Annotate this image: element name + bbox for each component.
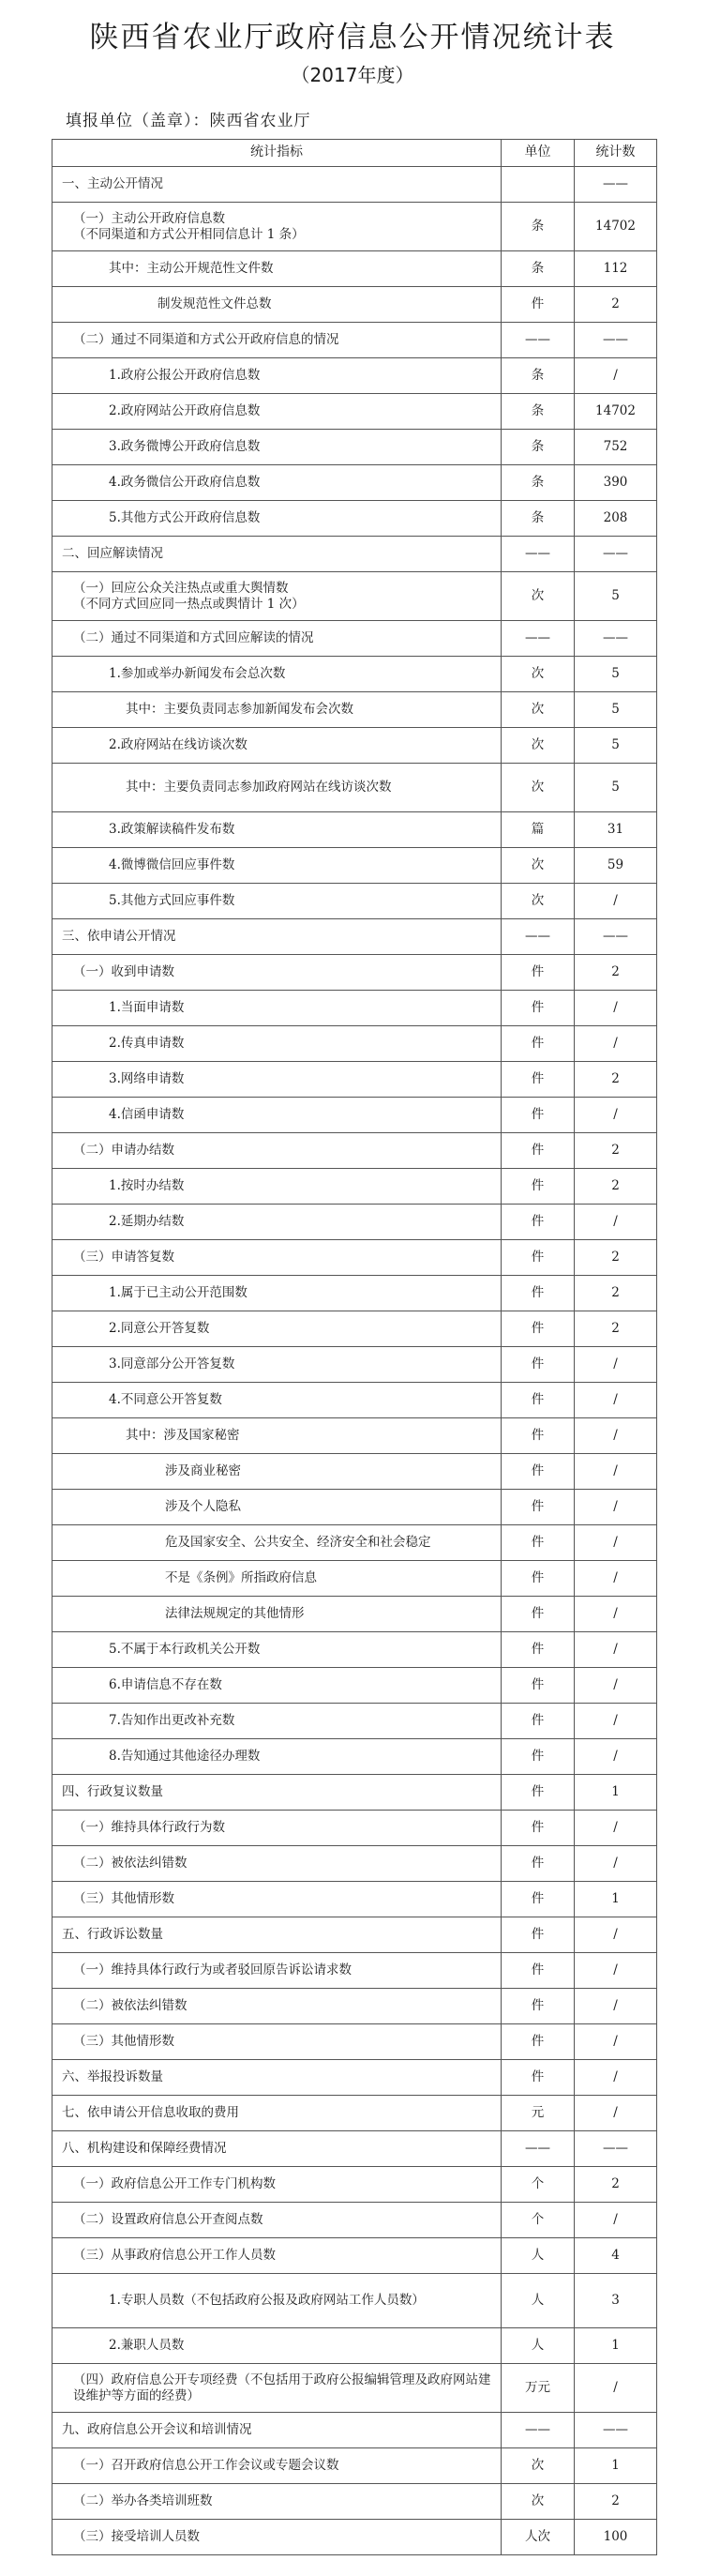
statistics-table bbox=[52, 139, 657, 2555]
value-cell: —— bbox=[575, 2413, 657, 2448]
unit-cell: 条 bbox=[502, 251, 575, 287]
indicator-cell: 法律法规规定的其他情形 bbox=[52, 1597, 502, 1632]
unit-cell: 件 bbox=[502, 1882, 575, 1917]
value-cell: / bbox=[575, 1846, 657, 1882]
value-cell: / bbox=[575, 1917, 657, 1953]
indicator-cell: 2.传真申请数 bbox=[52, 1026, 502, 1062]
table-row bbox=[52, 1311, 657, 1347]
table-row bbox=[52, 1953, 657, 1989]
indicator-cell: 涉及商业秘密 bbox=[52, 1454, 502, 1490]
unit-cell: 人 bbox=[502, 2238, 575, 2274]
table-row bbox=[52, 1989, 657, 2024]
unit-cell: 件 bbox=[502, 1632, 575, 1668]
unit-cell: 篇 bbox=[502, 812, 575, 848]
value-cell: 5 bbox=[575, 657, 657, 692]
table-row bbox=[52, 572, 657, 621]
table-row bbox=[52, 1882, 657, 1917]
indicator-cell: 制发规范性文件总数 bbox=[52, 287, 502, 323]
table-row bbox=[52, 2060, 657, 2096]
value-cell: 2 bbox=[575, 955, 657, 991]
unit-cell: —— bbox=[502, 621, 575, 657]
header-unit: 单位 bbox=[502, 140, 575, 167]
indicator-cell: 8.告知通过其他途径办理数 bbox=[52, 1739, 502, 1775]
indicator-cell: 7.告知作出更改补充数 bbox=[52, 1704, 502, 1739]
unit-cell: 条 bbox=[502, 203, 575, 251]
unit-cell: 条 bbox=[502, 465, 575, 501]
table-header-row bbox=[52, 140, 657, 167]
unit-cell: 件 bbox=[502, 1989, 575, 2024]
table-row bbox=[52, 1632, 657, 1668]
table-row bbox=[52, 657, 657, 692]
indicator-cell: 七、依申请公开信息收取的费用 bbox=[52, 2096, 502, 2131]
unit-cell: 件 bbox=[502, 1454, 575, 1490]
value-cell: 5 bbox=[575, 692, 657, 728]
unit-cell: 万元 bbox=[502, 2364, 575, 2413]
indicator-cell: （一）召开政府信息公开工作会议或专题会议数 bbox=[52, 2448, 502, 2484]
filler-unit: 填报单位（盖章）：陕西省农业厅 bbox=[66, 112, 311, 130]
indicator-cell: 4.不同意公开答复数 bbox=[52, 1383, 502, 1418]
unit-cell: 人 bbox=[502, 2328, 575, 2364]
value-cell: 2 bbox=[575, 1276, 657, 1311]
table-row bbox=[52, 2484, 657, 2520]
indicator-cell: 3.网络申请数 bbox=[52, 1062, 502, 1098]
unit-cell: 次 bbox=[502, 692, 575, 728]
table-row bbox=[52, 955, 657, 991]
indicator-cell: （一）回应公众关注热点或重大舆情数 （不同方式回应同一热点或舆情计 1 次） bbox=[52, 572, 502, 621]
indicator-cell: 其中：主动公开规范性文件数 bbox=[52, 251, 502, 287]
indicator-cell: 2.兼职人员数 bbox=[52, 2328, 502, 2364]
value-cell: 1 bbox=[575, 1775, 657, 1811]
value-cell: —— bbox=[575, 2131, 657, 2167]
indicator-cell: 2.同意公开答复数 bbox=[52, 1311, 502, 1347]
header-indicator: 统计指标 bbox=[52, 140, 502, 167]
table-row bbox=[52, 323, 657, 358]
indicator-cell: 1.属于已主动公开范围数 bbox=[52, 1276, 502, 1311]
unit-cell: 件 bbox=[502, 1240, 575, 1276]
unit-cell: 件 bbox=[502, 1704, 575, 1739]
indicator-cell: 八、机构建设和保障经费情况 bbox=[52, 2131, 502, 2167]
table-row bbox=[52, 501, 657, 537]
unit-cell: 件 bbox=[502, 1525, 575, 1561]
table-row bbox=[52, 1026, 657, 1062]
indicator-cell: 1.参加或举办新闻发布会总次数 bbox=[52, 657, 502, 692]
value-cell: / bbox=[575, 1490, 657, 1525]
unit-cell: 件 bbox=[502, 1775, 575, 1811]
indicator-cell: 三、依申请公开情况 bbox=[52, 919, 502, 955]
value-cell: / bbox=[575, 1418, 657, 1454]
indicator-cell: 4.政务微信公开政府信息数 bbox=[52, 465, 502, 501]
value-cell: —— bbox=[575, 323, 657, 358]
table-row bbox=[52, 430, 657, 465]
unit-cell: 件 bbox=[502, 1276, 575, 1311]
unit-cell: 件 bbox=[502, 1597, 575, 1632]
table-row bbox=[52, 1454, 657, 1490]
unit-cell: 件 bbox=[502, 1811, 575, 1846]
table-row bbox=[52, 1490, 657, 1525]
indicator-cell: 1.当面申请数 bbox=[52, 991, 502, 1026]
indicator-cell: （三）申请答复数 bbox=[52, 1240, 502, 1276]
value-cell: 2 bbox=[575, 1133, 657, 1169]
indicator-cell: 四、行政复议数量 bbox=[52, 1775, 502, 1811]
unit-cell: 件 bbox=[502, 1062, 575, 1098]
table-row bbox=[52, 287, 657, 323]
table-row bbox=[52, 537, 657, 572]
unit-cell: 件 bbox=[502, 1133, 575, 1169]
table-row bbox=[52, 692, 657, 728]
table-row bbox=[52, 251, 657, 287]
indicator-cell: 1.政府公报公开政府信息数 bbox=[52, 358, 502, 394]
unit-cell: 人 bbox=[502, 2274, 575, 2328]
table-row bbox=[52, 848, 657, 884]
unit-cell: 个 bbox=[502, 2203, 575, 2238]
unit-cell: —— bbox=[502, 537, 575, 572]
unit-cell: 条 bbox=[502, 430, 575, 465]
value-cell: / bbox=[575, 358, 657, 394]
value-cell: —— bbox=[575, 537, 657, 572]
unit-cell: 件 bbox=[502, 1953, 575, 1989]
indicator-cell: （三）接受培训人员数 bbox=[52, 2520, 502, 2555]
value-cell: / bbox=[575, 2060, 657, 2096]
unit-cell: 件 bbox=[502, 955, 575, 991]
value-cell: 2 bbox=[575, 1240, 657, 1276]
unit-cell: 件 bbox=[502, 1098, 575, 1133]
value-cell: 14702 bbox=[575, 203, 657, 251]
unit-cell bbox=[502, 167, 575, 203]
unit-cell: —— bbox=[502, 919, 575, 955]
value-cell: 2 bbox=[575, 2484, 657, 2520]
value-cell: 2 bbox=[575, 2167, 657, 2203]
indicator-cell: 5.不属于本行政机关公开数 bbox=[52, 1632, 502, 1668]
table-row bbox=[52, 2413, 657, 2448]
unit-cell: 次 bbox=[502, 572, 575, 621]
header-value: 统计数 bbox=[575, 140, 657, 167]
value-cell: 5 bbox=[575, 728, 657, 764]
value-cell: 5 bbox=[575, 764, 657, 812]
indicator-cell: 3.政务微博公开政府信息数 bbox=[52, 430, 502, 465]
value-cell: 2 bbox=[575, 1169, 657, 1205]
value-cell: / bbox=[575, 1026, 657, 1062]
table-row bbox=[52, 203, 657, 251]
indicator-cell: （一）主动公开政府信息数 （不同渠道和方式公开相同信息计 1 条） bbox=[52, 203, 502, 251]
value-cell: / bbox=[575, 884, 657, 919]
unit-cell: 件 bbox=[502, 2060, 575, 2096]
unit-cell: —— bbox=[502, 323, 575, 358]
indicator-cell: 6.申请信息不存在数 bbox=[52, 1668, 502, 1704]
indicator-cell: （三）其他情形数 bbox=[52, 1882, 502, 1917]
indicator-cell: 二、回应解读情况 bbox=[52, 537, 502, 572]
table-row bbox=[52, 1347, 657, 1383]
indicator-cell: 一、主动公开情况 bbox=[52, 167, 502, 203]
indicator-cell: 九、政府信息公开会议和培训情况 bbox=[52, 2413, 502, 2448]
indicator-cell: 2.延期办结数 bbox=[52, 1205, 502, 1240]
value-cell: 2 bbox=[575, 1311, 657, 1347]
value-cell: / bbox=[575, 991, 657, 1026]
indicator-cell: 不是《条例》所指政府信息 bbox=[52, 1561, 502, 1597]
table-row bbox=[52, 358, 657, 394]
unit-cell: 件 bbox=[502, 2024, 575, 2060]
value-cell: —— bbox=[575, 919, 657, 955]
indicator-cell: （一）政府信息公开工作专门机构数 bbox=[52, 2167, 502, 2203]
value-cell: 3 bbox=[575, 2274, 657, 2328]
table-row bbox=[52, 728, 657, 764]
table-row bbox=[52, 2328, 657, 2364]
value-cell: / bbox=[575, 1525, 657, 1561]
table-row bbox=[52, 167, 657, 203]
indicator-cell: 2.政府网站在线访谈次数 bbox=[52, 728, 502, 764]
table-row bbox=[52, 1240, 657, 1276]
unit-cell: 件 bbox=[502, 1026, 575, 1062]
table-row bbox=[52, 1383, 657, 1418]
indicator-cell: 5.其他方式公开政府信息数 bbox=[52, 501, 502, 537]
statistics-table-body bbox=[52, 140, 657, 2555]
table-row bbox=[52, 1597, 657, 1632]
table-row bbox=[52, 812, 657, 848]
table-row bbox=[52, 1062, 657, 1098]
page-subtitle: （2017年度） bbox=[291, 64, 414, 86]
unit-cell: 个 bbox=[502, 2167, 575, 2203]
value-cell: 1 bbox=[575, 2328, 657, 2364]
table-row bbox=[52, 1525, 657, 1561]
value-cell: 5 bbox=[575, 572, 657, 621]
value-cell: 31 bbox=[575, 812, 657, 848]
value-cell: / bbox=[575, 1668, 657, 1704]
table-row bbox=[52, 1098, 657, 1133]
table-row bbox=[52, 2096, 657, 2131]
table-row bbox=[52, 1917, 657, 1953]
value-cell: / bbox=[575, 1597, 657, 1632]
indicator-cell: 五、行政诉讼数量 bbox=[52, 1917, 502, 1953]
value-cell: / bbox=[575, 2364, 657, 2413]
table-row bbox=[52, 465, 657, 501]
unit-cell: 次 bbox=[502, 2448, 575, 2484]
indicator-cell: （三）从事政府信息公开工作人员数 bbox=[52, 2238, 502, 2274]
unit-cell: 件 bbox=[502, 1347, 575, 1383]
value-cell: 208 bbox=[575, 501, 657, 537]
unit-cell: 元 bbox=[502, 2096, 575, 2131]
value-cell: / bbox=[575, 2096, 657, 2131]
unit-cell: 件 bbox=[502, 1311, 575, 1347]
table-row bbox=[52, 2167, 657, 2203]
value-cell: / bbox=[575, 1632, 657, 1668]
table-row bbox=[52, 1704, 657, 1739]
indicator-cell: （二）举办各类培训班数 bbox=[52, 2484, 502, 2520]
indicator-cell: （二）通过不同渠道和方式回应解读的情况 bbox=[52, 621, 502, 657]
indicator-cell: 危及国家安全、公共安全、经济安全和社会稳定 bbox=[52, 1525, 502, 1561]
unit-cell: 件 bbox=[502, 1668, 575, 1704]
indicator-cell: （一）维持具体行政行为数 bbox=[52, 1811, 502, 1846]
value-cell: / bbox=[575, 1561, 657, 1597]
unit-cell: 件 bbox=[502, 1205, 575, 1240]
unit-cell: 件 bbox=[502, 1917, 575, 1953]
value-cell: / bbox=[575, 2203, 657, 2238]
indicator-cell: 其中：主要负责同志参加政府网站在线访谈次数 bbox=[52, 764, 502, 812]
unit-cell: 件 bbox=[502, 1739, 575, 1775]
indicator-cell: 1.专职人员数（不包括政府公报及政府网站工作人员数） bbox=[52, 2274, 502, 2328]
table-row bbox=[52, 2274, 657, 2328]
table-row bbox=[52, 2448, 657, 2484]
value-cell: / bbox=[575, 1098, 657, 1133]
value-cell: / bbox=[575, 1739, 657, 1775]
value-cell: / bbox=[575, 2024, 657, 2060]
value-cell: / bbox=[575, 1383, 657, 1418]
indicator-cell: 其中：涉及国家秘密 bbox=[52, 1418, 502, 1454]
table-row bbox=[52, 1739, 657, 1775]
indicator-cell: 3.政策解读稿件发布数 bbox=[52, 812, 502, 848]
unit-cell: 件 bbox=[502, 1490, 575, 1525]
table-row bbox=[52, 1133, 657, 1169]
value-cell: 2 bbox=[575, 1062, 657, 1098]
unit-cell: 件 bbox=[502, 287, 575, 323]
unit-cell: 人次 bbox=[502, 2520, 575, 2555]
table-row bbox=[52, 1276, 657, 1311]
indicator-cell: 5.其他方式回应事件数 bbox=[52, 884, 502, 919]
value-cell: / bbox=[575, 1989, 657, 2024]
indicator-cell: （二）被依法纠错数 bbox=[52, 1846, 502, 1882]
value-cell: / bbox=[575, 1454, 657, 1490]
table-row bbox=[52, 2520, 657, 2555]
unit-cell: 条 bbox=[502, 394, 575, 430]
table-row bbox=[52, 1668, 657, 1704]
indicator-cell: （二）通过不同渠道和方式公开政府信息的情况 bbox=[52, 323, 502, 358]
table-row bbox=[52, 2024, 657, 2060]
indicator-cell: 1.按时办结数 bbox=[52, 1169, 502, 1205]
indicator-cell: （三）其他情形数 bbox=[52, 2024, 502, 2060]
indicator-cell: 4.微博微信回应事件数 bbox=[52, 848, 502, 884]
indicator-cell: （四）政府信息公开专项经费（不包括用于政府公报编辑管理及政府网站建设维护等方面的经费） bbox=[52, 2364, 502, 2413]
table-row bbox=[52, 1811, 657, 1846]
unit-cell: 次 bbox=[502, 884, 575, 919]
value-cell: / bbox=[575, 1704, 657, 1739]
indicator-cell: （一）维持具体行政行为或者驳回原告诉讼请求数 bbox=[52, 1953, 502, 1989]
indicator-cell: 其中：主要负责同志参加新闻发布会次数 bbox=[52, 692, 502, 728]
value-cell: 112 bbox=[575, 251, 657, 287]
unit-cell: 条 bbox=[502, 358, 575, 394]
value-cell: 1 bbox=[575, 1882, 657, 1917]
unit-cell: 次 bbox=[502, 2484, 575, 2520]
table-row bbox=[52, 1561, 657, 1597]
table-row bbox=[52, 1846, 657, 1882]
table-row bbox=[52, 394, 657, 430]
table-row bbox=[52, 919, 657, 955]
indicator-cell: （二）设置政府信息公开查阅点数 bbox=[52, 2203, 502, 2238]
indicator-cell: （二）被依法纠错数 bbox=[52, 1989, 502, 2024]
value-cell: —— bbox=[575, 167, 657, 203]
table-row bbox=[52, 1775, 657, 1811]
value-cell: / bbox=[575, 1811, 657, 1846]
table-row bbox=[52, 1205, 657, 1240]
table-row bbox=[52, 764, 657, 812]
unit-cell: 件 bbox=[502, 991, 575, 1026]
unit-cell: 件 bbox=[502, 1169, 575, 1205]
value-cell: / bbox=[575, 1953, 657, 1989]
value-cell: 59 bbox=[575, 848, 657, 884]
indicator-cell: （一）收到申请数 bbox=[52, 955, 502, 991]
unit-cell: 条 bbox=[502, 501, 575, 537]
unit-cell: 件 bbox=[502, 1418, 575, 1454]
unit-cell: 件 bbox=[502, 1846, 575, 1882]
value-cell: 752 bbox=[575, 430, 657, 465]
value-cell: 2 bbox=[575, 287, 657, 323]
value-cell: —— bbox=[575, 621, 657, 657]
table-row bbox=[52, 621, 657, 657]
table-row bbox=[52, 2238, 657, 2274]
table-row bbox=[52, 884, 657, 919]
value-cell: / bbox=[575, 1347, 657, 1383]
unit-cell: 次 bbox=[502, 657, 575, 692]
value-cell: 14702 bbox=[575, 394, 657, 430]
page-title: 陕西省农业厅政府信息公开情况统计表 bbox=[89, 21, 616, 54]
unit-cell: —— bbox=[502, 2131, 575, 2167]
unit-cell: 次 bbox=[502, 764, 575, 812]
indicator-cell: （二）申请办结数 bbox=[52, 1133, 502, 1169]
indicator-cell: 3.同意部分公开答复数 bbox=[52, 1347, 502, 1383]
table-row bbox=[52, 2131, 657, 2167]
table-row bbox=[52, 2203, 657, 2238]
value-cell: 100 bbox=[575, 2520, 657, 2555]
table-row bbox=[52, 1418, 657, 1454]
value-cell: 1 bbox=[575, 2448, 657, 2484]
value-cell: / bbox=[575, 1205, 657, 1240]
unit-cell: —— bbox=[502, 2413, 575, 2448]
table-row bbox=[52, 1169, 657, 1205]
unit-cell: 次 bbox=[502, 728, 575, 764]
indicator-cell: 涉及个人隐私 bbox=[52, 1490, 502, 1525]
unit-cell: 件 bbox=[502, 1383, 575, 1418]
table-row bbox=[52, 991, 657, 1026]
table-row bbox=[52, 2364, 657, 2413]
value-cell: 4 bbox=[575, 2238, 657, 2274]
unit-cell: 件 bbox=[502, 1561, 575, 1597]
indicator-cell: 4.信函申请数 bbox=[52, 1098, 502, 1133]
unit-cell: 次 bbox=[502, 848, 575, 884]
value-cell: 390 bbox=[575, 465, 657, 501]
indicator-cell: 六、举报投诉数量 bbox=[52, 2060, 502, 2096]
indicator-cell: 2.政府网站公开政府信息数 bbox=[52, 394, 502, 430]
